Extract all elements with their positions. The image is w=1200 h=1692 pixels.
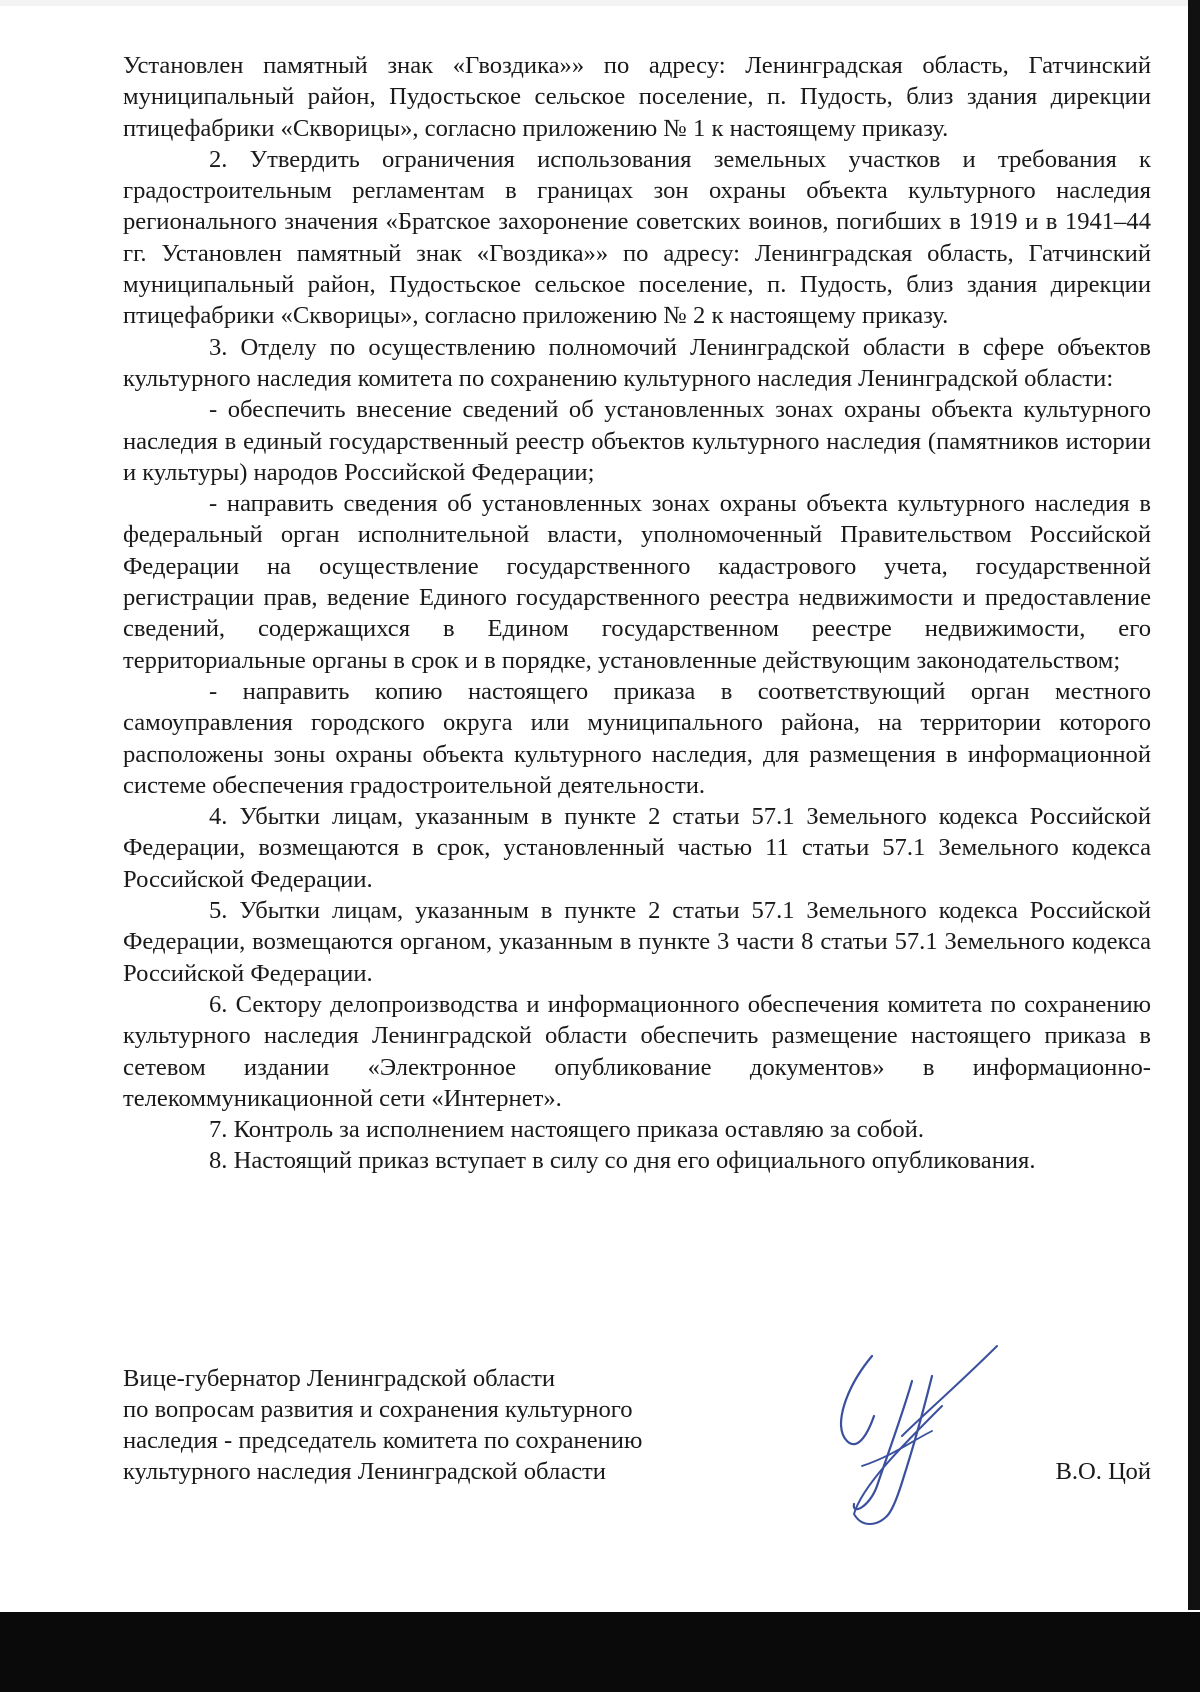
signer-title-line: по вопросам развития и сохранения культурного xyxy=(123,1396,633,1423)
paragraph-item-4: 4. Убытки лицам, указанным в пункте 2 статьи 57.1 Земельного кодекса Российской Федерации, возмещаются в срок, установленный частью 11 статьи 57.1 Земельного кодекса Российской Федерации. xyxy=(123,803,1151,893)
signer-title-line: культурного наследия Ленинградской области xyxy=(123,1458,606,1485)
signer-title-line: наследия - председатель комитета по сохранению xyxy=(123,1427,643,1454)
paragraph-item-3: 3. Отделу по осуществлению полномочий Ленинградской области в сфере объектов культурного наследия комитета по сохранению культурного наследия Ленинградской области: xyxy=(123,333,1151,392)
signer-title xyxy=(123,1363,743,1487)
paragraph-item-8: 8. Настоящий приказ вступает в силу со дня его официального опубликования. xyxy=(209,1147,1036,1175)
signer-title-line: Вице-губернатор Ленинградской области xyxy=(123,1365,556,1392)
paragraph-continuation: Установлен памятный знак «Гвоздика»» по адресу: Ленинградская область, Гатчинский муниципальный район, Пудостьское сельское поселение, п. Пудость, близ здания дирекции птицефабрики «Скворицы», согласно приложению № 1 к настоящему приказу. xyxy=(123,52,1151,142)
signer-name: В.О. Цой xyxy=(1055,1458,1151,1485)
scan-bottom-edge xyxy=(0,1612,1200,1692)
scan-right-edge xyxy=(1188,0,1200,1610)
paragraph-item-6: 6. Сектору делопроизводства и информационного обеспечения комитета по сохранению культурного наследия Ленинградской области обеспечить размещение настоящего приказа в сетевом издании «Электронное опубликование документов» в информационно-телекоммуникационной сети «Интернет». xyxy=(123,990,1151,1112)
paragraph-item-2: 2. Утвердить ограничения использования земельных участков и требования к градостроительным регламентам в границах зон охраны объекта культурного наследия регионального значения «Братское захоронение советских воинов, погибших в 1919 и в 1941–44 гг. Установлен памятный знак «Гвоздика»» по адресу: Ленинградская область, Гатчинский муниципальный район, Пудостьское сельское поселение, п. Пудость, близ здания дирекции птицефабрики «Скворицы», согласно приложению № 2 к настоящему приказу. xyxy=(123,145,1151,330)
scan-top-edge xyxy=(0,0,1200,6)
paragraph-item-5: 5. Убытки лицам, указанным в пункте 2 статьи 57.1 Земельного кодекса Российской Федерации, возмещаются органом, указанным в пункте 3 части 8 статьи 57.1 Земельного кодекса Российской Федерации. xyxy=(123,897,1151,987)
paragraph-subitem-3: - направить копию настоящего приказа в соответствующий орган местного самоуправления городского округа или муниципального района, на территории которого расположены зоны охраны объекта культурного наследия, для размещения в информационной системе обеспечения градостроительной деятельности. xyxy=(123,677,1151,799)
paragraph-subitem-2: - направить сведения об установленных зонах охраны объекта культурного наследия в федеральный орган исполнительной власти, уполномоченный Правительством Российской Федерации на осуществление государственного кадастрового учета, государственной регистрации прав, ведение Единого государственного реестра недвижимости и предоставление сведений, содержащихся в Едином государственном реестре недвижимости, его территориальные органы в срок и в порядке, установленные действующим законодательством; xyxy=(123,490,1151,674)
paragraph-subitem-1: - обеспечить внесение сведений об установленных зонах охраны объекта культурного наследия в единый государственный реестр объектов культурного наследия (памятников истории и культуры) народов Российской Федерации; xyxy=(123,396,1151,486)
paragraph-item-7: 7. Контроль за исполнением настоящего приказа оставляю за собой. xyxy=(209,1116,924,1144)
document-body xyxy=(123,50,1151,1177)
handwritten-signature xyxy=(832,1336,1032,1536)
